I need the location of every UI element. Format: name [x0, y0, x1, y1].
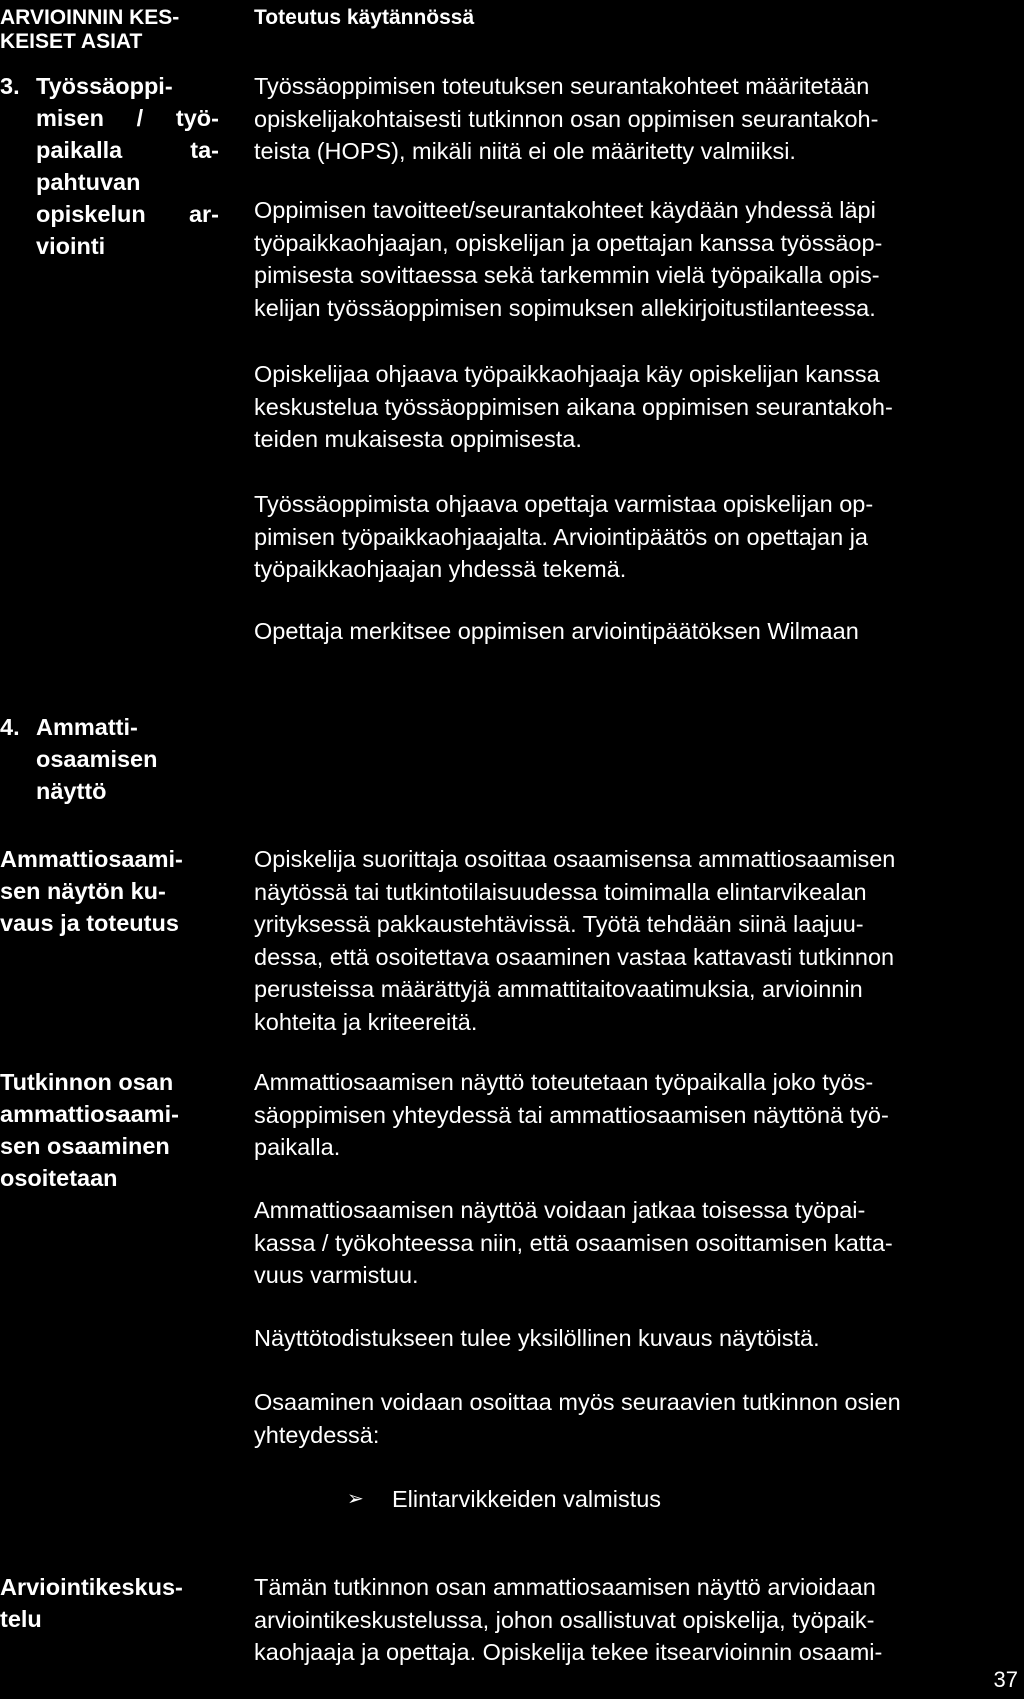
section3-label-line: pahtuvan	[36, 169, 141, 195]
osoitetaan-paragraph	[254, 1066, 889, 1164]
section3-paragraph	[254, 358, 893, 456]
text-line: Opiskelijaa ohjaava työpaikkaohjaaja käy opiskelijan kanssa	[254, 361, 880, 387]
section3-label-line: viointi	[36, 233, 106, 259]
section3-paragraph	[254, 194, 882, 324]
text-line: työpaikkaohjaajan yhdessä tekemä.	[254, 556, 627, 582]
text-line: yrityksessä pakkaustehtävissä. Työtä tehdään siinä laajuu-	[254, 911, 864, 937]
text-line: Ammattiosaamisen näyttöä voidaan jatkaa toisessa työpai-	[254, 1197, 866, 1223]
section3-paragraph	[254, 615, 859, 648]
header-left	[0, 6, 179, 54]
text-line: kelijan työssäoppimisen sopimuksen allekirjoitustilanteessa.	[254, 294, 876, 321]
arviointi-label-line: telu	[0, 1606, 42, 1632]
section3-paragraph	[254, 488, 873, 586]
section3-label-line: opiskelun ar-	[36, 201, 219, 227]
text-line: yhteydessä:	[254, 1421, 380, 1448]
section3-number: 3.	[0, 73, 20, 99]
text-line: keskustelua työssäoppimisen aikana oppimisen seurantakoh-	[254, 393, 893, 420]
text-line: Opiskelija suorittaja osoittaa osaamisensa ammattiosaamisen	[254, 846, 896, 872]
text-line: säoppimisen yhteydessä tai ammattiosaamisen näyttönä työ-	[254, 1101, 889, 1128]
osoitetaan-paragraph	[254, 1194, 893, 1292]
osoitetaan-label-line: osoitetaan	[0, 1165, 118, 1191]
header-right: Toteutus käytännössä	[254, 6, 475, 29]
kuvaus-label-line: sen näytön ku-	[0, 878, 166, 904]
kuvaus-label-line: Ammattiosaami-	[0, 846, 183, 872]
text-line: Ammattiosaamisen näyttö toteutetaan työpaikalla joko työs-	[254, 1069, 874, 1095]
text-line: Työssäoppimisen toteutuksen seurantakohteet määritetään	[254, 73, 870, 99]
osoitetaan-label-line: ammattiosaami-	[0, 1101, 179, 1127]
osoitetaan-label-line: sen osaaminen	[0, 1133, 170, 1159]
section4-label-line: osaamisen	[36, 746, 158, 772]
text-line: työpaikkaohjaajan, opiskelijan ja opettajan kanssa työssäop-	[254, 229, 883, 256]
osoitetaan-paragraph	[254, 1322, 820, 1355]
arviointi-label	[0, 1571, 183, 1635]
osoitetaan-label-line: Tutkinnon osan	[0, 1069, 174, 1095]
text-line: dessa, että osoitettava osaaminen vastaa kattavasti tutkinnon	[254, 943, 895, 970]
text-line: perusteissa määrättyjä ammattitaitovaatimuksia, arvioinnin	[254, 976, 863, 1002]
text-line: vuus varmistuu.	[254, 1262, 419, 1288]
arviointi-paragraph	[254, 1571, 882, 1669]
kuvaus-paragraph	[254, 843, 895, 1038]
text-line: Näyttötodistukseen tulee yksilöllinen kuvaus näytöistä.	[254, 1325, 820, 1351]
bullet-text: Elintarvikkeiden valmistus	[392, 1486, 662, 1512]
text-line: Opettaja merkitsee oppimisen arviointipäätöksen Wilmaan	[254, 618, 859, 644]
text-line: Tämän tutkinnon osan ammattiosaamisen näyttö arvioidaan	[254, 1574, 876, 1600]
osoitetaan-label	[0, 1066, 179, 1194]
page-number: 37	[993, 1667, 1018, 1692]
text-line: opiskelijakohtaisesti tutkinnon osan oppimisen seurantakoh-	[254, 105, 879, 132]
kuvaus-label	[0, 843, 183, 939]
header-left-line: ARVIOINNIN KES-	[0, 6, 180, 29]
text-line: kaohjaaja ja opettaja. Opiskelija tekee itsearvioinnin osaami-	[254, 1639, 883, 1665]
arrow-bullet-icon: ➢	[347, 1488, 364, 1510]
text-line: pimisen työpaikkaohjaajalta. Arviointipäätös on opettajan ja	[254, 523, 869, 550]
text-line: arviointikeskustelussa, johon osallistuvat opiskelija, työpaik-	[254, 1606, 875, 1633]
text-line: teiden mukaisesta oppimisesta.	[254, 426, 582, 452]
kuvaus-label-line: vaus ja toteutus	[0, 910, 179, 936]
text-line: Oppimisen tavoitteet/seurantakohteet käydään yhdessä läpi	[254, 197, 876, 223]
section4-label	[0, 711, 219, 807]
text-line: Työssäoppimista ohjaava opettaja varmistaa opiskelijan op-	[254, 491, 874, 517]
text-line: teista (HOPS), mikäli niitä ei ole määritetty valmiiksi.	[254, 138, 796, 164]
text-line: näytössä tai tutkintotilaisuudessa toimimalla elintarvikealan	[254, 878, 867, 905]
section3-label-line: misen / työ-	[36, 105, 219, 131]
text-line: kassa / työkohteessa niin, että osaamisen osoittamisen katta-	[254, 1229, 893, 1256]
section4-label-line: Ammatti-	[36, 714, 138, 740]
text-line: kohteita ja kriteereitä.	[254, 1008, 478, 1035]
text-line: Osaaminen voidaan osoittaa myös seuraavien tutkinnon osien	[254, 1389, 901, 1415]
osoitetaan-paragraph	[254, 1386, 901, 1451]
section4-label-line: näyttö	[36, 778, 107, 804]
section3-label	[0, 70, 219, 262]
section3-label-line: paikalla ta-	[36, 137, 219, 163]
section3-label-line: Työssäoppi-	[36, 73, 173, 99]
section4-number: 4.	[0, 714, 20, 740]
text-line: paikalla.	[254, 1134, 341, 1160]
header-left-line: KEISET ASIAT	[0, 30, 143, 53]
section3-paragraph	[254, 70, 878, 168]
text-line: pimisesta sovittaessa sekä tarkemmin vielä työpaikalla opis-	[254, 262, 880, 288]
arviointi-label-line: Arviointikeskus-	[0, 1574, 183, 1600]
